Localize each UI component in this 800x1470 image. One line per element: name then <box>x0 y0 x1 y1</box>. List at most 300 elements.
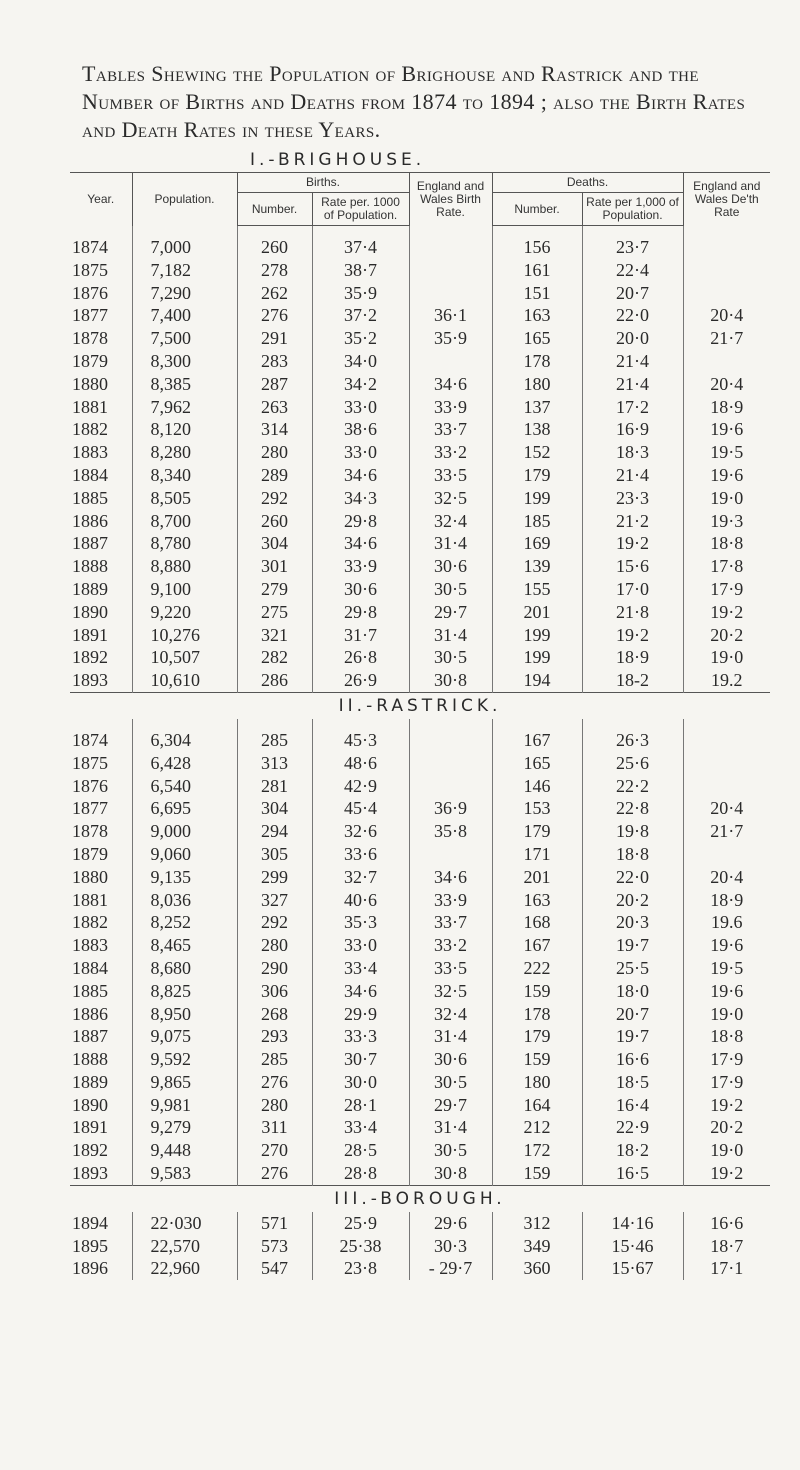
cell-births-number: 292 <box>237 487 312 510</box>
header-deaths-rate: Rate per 1,000 of Population. <box>582 193 683 226</box>
cell-year: 1884 <box>70 464 132 487</box>
table-row <box>70 396 770 419</box>
cell-births-rate: 30·6 <box>312 578 409 601</box>
cell-deaths-number: 165 <box>492 752 582 775</box>
cell-england-birth-rate: 33·5 <box>409 957 492 980</box>
cell-population: 8,680 <box>132 957 237 980</box>
cell-england-birth-rate: 30·6 <box>409 555 492 578</box>
cell-deaths-rate: 22·9 <box>582 1116 683 1139</box>
cell-population: 8,825 <box>132 980 237 1003</box>
cell-year: 1875 <box>70 752 132 775</box>
spacer-row <box>70 719 770 729</box>
cell-population: 7,400 <box>132 304 237 327</box>
cell-population: 8,950 <box>132 1003 237 1026</box>
cell-births-number: 304 <box>237 797 312 820</box>
header-deaths: Deaths. <box>492 173 683 193</box>
cell-population: 8,880 <box>132 555 237 578</box>
cell-births-rate: 33·3 <box>312 1025 409 1048</box>
table-row <box>70 646 770 669</box>
cell-population: 10,276 <box>132 624 237 647</box>
cell-births-rate: 26·8 <box>312 646 409 669</box>
cell-deaths-number: 163 <box>492 304 582 327</box>
header-england-birth-rate: England and Wales Birth Rate. <box>409 173 492 226</box>
table-row <box>70 510 770 533</box>
cell-deaths-number: 146 <box>492 775 582 798</box>
cell-births-number: 306 <box>237 980 312 1003</box>
cell-deaths-number: 153 <box>492 797 582 820</box>
cell-births-rate: 29·9 <box>312 1003 409 1026</box>
table-row <box>70 1003 770 1026</box>
cell-england-death-rate <box>683 259 770 282</box>
cell-births-rate: 34·6 <box>312 464 409 487</box>
cell-births-number: 301 <box>237 555 312 578</box>
table-row <box>70 1025 770 1048</box>
cell-deaths-rate: 15·6 <box>582 555 683 578</box>
cell-population: 6,428 <box>132 752 237 775</box>
cell-england-death-rate: 20·4 <box>710 373 744 394</box>
cell-year: 1895 <box>70 1235 132 1258</box>
cell-births-rate: 30·0 <box>312 1071 409 1094</box>
cell-england-birth-rate: 33·7 <box>409 418 492 441</box>
cell-deaths-rate: 18·2 <box>582 1139 683 1162</box>
cell-england-death-rate: 19·6 <box>710 935 744 956</box>
table-row <box>70 601 770 624</box>
cell-deaths-rate: 25·5 <box>582 957 683 980</box>
cell-births-rate: 31·7 <box>312 624 409 647</box>
cell-england-birth-rate <box>409 752 492 775</box>
cell-deaths-rate: 20·3 <box>582 911 683 934</box>
cell-deaths-rate: 18·3 <box>582 441 683 464</box>
cell-deaths-number: 199 <box>492 646 582 669</box>
table-row <box>70 752 770 775</box>
cell-population: 9,448 <box>132 1139 237 1162</box>
cell-england-birth-rate: 30·6 <box>409 1048 492 1071</box>
cell-population: 7,182 <box>132 259 237 282</box>
cell-england-death-rate <box>683 775 770 798</box>
cell-year: 1886 <box>70 510 132 533</box>
cell-year: 1896 <box>70 1257 132 1280</box>
cell-england-death-rate: 19.6 <box>711 912 743 933</box>
cell-population: 10,507 <box>132 646 237 669</box>
table-row <box>70 1162 770 1185</box>
cell-births-number: 313 <box>237 752 312 775</box>
section-header-row <box>70 1185 770 1212</box>
cell-births-number: 290 <box>237 957 312 980</box>
cell-england-death-rate: 19·0 <box>710 647 744 668</box>
cell-year: 1874 <box>70 729 132 752</box>
header-england-death-rate: England and Wales De'th Rate <box>683 173 770 226</box>
cell-deaths-rate: 18·9 <box>582 646 683 669</box>
cell-births-number: 260 <box>237 510 312 533</box>
table-row <box>70 259 770 282</box>
cell-year: 1879 <box>70 350 132 373</box>
header-deaths-number: Number. <box>492 193 582 226</box>
cell-england-birth-rate: 33·2 <box>409 441 492 464</box>
cell-births-rate: 34·3 <box>312 487 409 510</box>
cell-england-death-rate: 19·6 <box>710 419 744 440</box>
cell-deaths-number: 199 <box>492 624 582 647</box>
cell-year: 1891 <box>70 624 132 647</box>
cell-england-death-rate: 19·0 <box>710 1003 744 1024</box>
cell-births-rate: 34·2 <box>312 373 409 396</box>
cell-england-death-rate: 19·2 <box>710 1094 744 1115</box>
cell-births-number: 275 <box>237 601 312 624</box>
cell-deaths-rate: 21·8 <box>582 601 683 624</box>
cell-births-number: 305 <box>237 843 312 866</box>
cell-england-birth-rate: 33·5 <box>409 464 492 487</box>
cell-deaths-number: 201 <box>492 601 582 624</box>
cell-deaths-rate: 26·3 <box>582 729 683 752</box>
table-row <box>70 934 770 957</box>
cell-england-death-rate: 21·7 <box>710 821 744 842</box>
cell-births-number: 292 <box>237 911 312 934</box>
cell-births-rate: 38·6 <box>312 418 409 441</box>
cell-england-death-rate: 19·2 <box>710 601 744 622</box>
cell-population: 6,304 <box>132 729 237 752</box>
cell-deaths-number: 161 <box>492 259 582 282</box>
cell-year: 1885 <box>70 487 132 510</box>
cell-year: 1893 <box>70 669 132 692</box>
cell-deaths-number: 167 <box>492 729 582 752</box>
cell-births-rate: 29·8 <box>312 601 409 624</box>
table-row <box>70 624 770 647</box>
cell-england-death-rate <box>683 752 770 775</box>
cell-deaths-rate: 22·2 <box>582 775 683 798</box>
cell-year: 1890 <box>70 1094 132 1117</box>
cell-deaths-number: 179 <box>492 820 582 843</box>
cell-deaths-number: 180 <box>492 1071 582 1094</box>
cell-deaths-number: 312 <box>492 1212 582 1235</box>
cell-year: 1880 <box>70 866 132 889</box>
cell-population: 22·030 <box>132 1212 237 1235</box>
cell-deaths-rate: 20·2 <box>582 889 683 912</box>
cell-england-birth-rate: - 29·7 <box>409 1257 492 1280</box>
cell-england-birth-rate: 30·5 <box>409 1071 492 1094</box>
cell-births-number: 278 <box>237 259 312 282</box>
cell-england-death-rate: 17·9 <box>710 1049 744 1070</box>
table-row <box>70 729 770 752</box>
cell-deaths-number: 159 <box>492 1162 582 1185</box>
cell-england-death-rate: 17·9 <box>710 1071 744 1092</box>
cell-year: 1876 <box>70 775 132 798</box>
cell-deaths-number: 222 <box>492 957 582 980</box>
cell-england-birth-rate: 35·8 <box>409 820 492 843</box>
cell-population: 8,300 <box>132 350 237 373</box>
cell-year: 1890 <box>70 601 132 624</box>
cell-births-number: 270 <box>237 1139 312 1162</box>
cell-england-death-rate <box>683 729 770 752</box>
cell-births-number: 268 <box>237 1003 312 1026</box>
cell-england-birth-rate <box>409 259 492 282</box>
cell-births-rate: 25·38 <box>312 1235 409 1258</box>
header-births-number: Number. <box>237 193 312 226</box>
cell-england-death-rate: 18·9 <box>710 889 744 910</box>
cell-births-number: 283 <box>237 350 312 373</box>
cell-year: 1874 <box>70 236 132 259</box>
cell-births-number: 291 <box>237 327 312 350</box>
cell-births-number: 327 <box>237 889 312 912</box>
cell-england-birth-rate: 31·4 <box>409 1116 492 1139</box>
header-births-rate: Rate per. 1000 of Population. <box>312 193 409 226</box>
cell-england-birth-rate: 33·9 <box>409 889 492 912</box>
cell-deaths-rate: 21·4 <box>582 350 683 373</box>
cell-population: 9,592 <box>132 1048 237 1071</box>
cell-year: 1875 <box>70 259 132 282</box>
cell-england-birth-rate: 29·6 <box>409 1212 492 1235</box>
cell-deaths-rate: 21·4 <box>582 464 683 487</box>
cell-births-rate: 28·5 <box>312 1139 409 1162</box>
cell-deaths-number: 199 <box>492 487 582 510</box>
cell-deaths-rate: 17·2 <box>582 396 683 419</box>
table-row <box>70 775 770 798</box>
cell-population: 9,981 <box>132 1094 237 1117</box>
table-row <box>70 1139 770 1162</box>
cell-births-rate: 35·2 <box>312 327 409 350</box>
cell-year: 1880 <box>70 373 132 396</box>
table-row <box>70 1071 770 1094</box>
cell-deaths-rate: 20·7 <box>582 282 683 305</box>
cell-year: 1878 <box>70 820 132 843</box>
cell-deaths-number: 165 <box>492 327 582 350</box>
cell-year: 1882 <box>70 418 132 441</box>
table-row <box>70 304 770 327</box>
cell-deaths-number: 169 <box>492 532 582 555</box>
cell-deaths-number: 167 <box>492 934 582 957</box>
cell-population: 7,962 <box>132 396 237 419</box>
cell-england-death-rate: 19·6 <box>710 464 744 485</box>
cell-england-birth-rate: 30·5 <box>409 1139 492 1162</box>
cell-deaths-rate: 19·7 <box>582 934 683 957</box>
cell-births-rate: 29·8 <box>312 510 409 533</box>
table-row <box>70 820 770 843</box>
cell-deaths-number: 155 <box>492 578 582 601</box>
cell-deaths-number: 159 <box>492 980 582 1003</box>
cell-population: 8,505 <box>132 487 237 510</box>
cell-year: 1891 <box>70 1116 132 1139</box>
cell-births-number: 281 <box>237 775 312 798</box>
cell-england-birth-rate: 31·4 <box>409 1025 492 1048</box>
cell-deaths-rate: 20·0 <box>582 327 683 350</box>
cell-births-rate: 37·4 <box>312 236 409 259</box>
cell-year: 1876 <box>70 282 132 305</box>
cell-england-birth-rate: 29·7 <box>409 1094 492 1117</box>
cell-england-birth-rate: 29·7 <box>409 601 492 624</box>
cell-births-number: 262 <box>237 282 312 305</box>
cell-population: 9,100 <box>132 578 237 601</box>
cell-year: 1888 <box>70 1048 132 1071</box>
cell-births-number: 276 <box>237 304 312 327</box>
cell-deaths-number: 151 <box>492 282 582 305</box>
cell-deaths-rate: 19·8 <box>582 820 683 843</box>
cell-births-rate: 33·4 <box>312 957 409 980</box>
cell-deaths-rate: 25·6 <box>582 752 683 775</box>
cell-deaths-rate: 21·4 <box>582 373 683 396</box>
cell-deaths-rate: 18·0 <box>582 980 683 1003</box>
cell-deaths-number: 156 <box>492 236 582 259</box>
cell-population: 9,220 <box>132 601 237 624</box>
cell-england-birth-rate <box>409 236 492 259</box>
cell-births-rate: 37·2 <box>312 304 409 327</box>
cell-births-rate: 33·4 <box>312 1116 409 1139</box>
header-births: Births. <box>237 173 409 193</box>
spacer-row <box>70 226 770 237</box>
cell-population: 8,340 <box>132 464 237 487</box>
cell-england-birth-rate <box>409 282 492 305</box>
vital-statistics-table <box>70 172 770 1280</box>
cell-births-rate: 33·9 <box>312 555 409 578</box>
cell-deaths-rate: 16·4 <box>582 1094 683 1117</box>
cell-births-rate: 42·9 <box>312 775 409 798</box>
cell-births-rate: 25·9 <box>312 1212 409 1235</box>
cell-england-birth-rate <box>409 350 492 373</box>
cell-england-birth-rate: 31·4 <box>409 532 492 555</box>
cell-population: 9,135 <box>132 866 237 889</box>
cell-births-number: 293 <box>237 1025 312 1048</box>
cell-births-rate: 26·9 <box>312 669 409 692</box>
table-row <box>70 797 770 820</box>
cell-deaths-rate: 17·0 <box>582 578 683 601</box>
table-row <box>70 532 770 555</box>
cell-england-death-rate: 17·8 <box>710 556 744 577</box>
cell-year: 1881 <box>70 889 132 912</box>
cell-deaths-number: 212 <box>492 1116 582 1139</box>
cell-deaths-rate: 16·6 <box>582 1048 683 1071</box>
cell-births-number: 276 <box>237 1162 312 1185</box>
cell-deaths-rate: 19·7 <box>582 1025 683 1048</box>
cell-births-rate: 32·6 <box>312 820 409 843</box>
cell-england-death-rate: 19·0 <box>710 1140 744 1161</box>
cell-births-number: 282 <box>237 646 312 669</box>
cell-deaths-rate: 18-2 <box>582 669 683 692</box>
cell-england-death-rate: 21·7 <box>710 328 744 349</box>
table-row <box>70 327 770 350</box>
cell-england-death-rate: 19·5 <box>710 442 744 463</box>
cell-england-death-rate: 18·8 <box>710 533 744 554</box>
cell-population: 8,120 <box>132 418 237 441</box>
cell-deaths-rate: 23·7 <box>582 236 683 259</box>
cell-deaths-rate: 19·2 <box>582 532 683 555</box>
cell-england-death-rate: 18·9 <box>710 396 744 417</box>
cell-population: 9,583 <box>132 1162 237 1185</box>
cell-population: 9,279 <box>132 1116 237 1139</box>
table-row <box>70 957 770 980</box>
cell-year: 1886 <box>70 1003 132 1026</box>
cell-deaths-number: 163 <box>492 889 582 912</box>
cell-year: 1887 <box>70 532 132 555</box>
table-row <box>70 1116 770 1139</box>
table-row <box>70 418 770 441</box>
cell-population: 9,060 <box>132 843 237 866</box>
cell-england-death-rate: 20·2 <box>710 624 744 645</box>
cell-births-rate: 34·0 <box>312 350 409 373</box>
cell-population: 8,385 <box>132 373 237 396</box>
cell-england-death-rate: 19·5 <box>710 957 744 978</box>
cell-year: 1885 <box>70 980 132 1003</box>
cell-england-birth-rate: 33·2 <box>409 934 492 957</box>
cell-population: 6,695 <box>132 797 237 820</box>
cell-deaths-rate: 22·0 <box>582 304 683 327</box>
cell-births-number: 571 <box>237 1212 312 1235</box>
cell-england-birth-rate: 30·5 <box>409 646 492 669</box>
cell-births-number: 573 <box>237 1235 312 1258</box>
cell-births-rate: 40·6 <box>312 889 409 912</box>
cell-deaths-rate: 23·3 <box>582 487 683 510</box>
cell-births-rate: 28·1 <box>312 1094 409 1117</box>
cell-births-rate: 45·4 <box>312 797 409 820</box>
cell-births-rate: 45·3 <box>312 729 409 752</box>
cell-deaths-number: 139 <box>492 555 582 578</box>
cell-deaths-number: 201 <box>492 866 582 889</box>
cell-births-number: 276 <box>237 1071 312 1094</box>
cell-population: 7,500 <box>132 327 237 350</box>
cell-population: 9,075 <box>132 1025 237 1048</box>
cell-population: 8,252 <box>132 911 237 934</box>
cell-births-rate: 33·0 <box>312 396 409 419</box>
cell-year: 1892 <box>70 1139 132 1162</box>
table-row <box>70 487 770 510</box>
cell-england-death-rate: 20·4 <box>710 798 744 819</box>
cell-year: 1893 <box>70 1162 132 1185</box>
cell-births-rate: 32·7 <box>312 866 409 889</box>
table-row <box>70 980 770 1003</box>
cell-population: 7,000 <box>132 236 237 259</box>
cell-births-rate: 33·0 <box>312 934 409 957</box>
cell-england-death-rate: 16·6 <box>710 1212 744 1233</box>
cell-population: 7,290 <box>132 282 237 305</box>
cell-deaths-number: 172 <box>492 1139 582 1162</box>
table-row <box>70 669 770 692</box>
cell-births-rate: 23·8 <box>312 1257 409 1280</box>
cell-england-death-rate: 18·8 <box>710 1026 744 1047</box>
cell-births-number: 280 <box>237 934 312 957</box>
cell-deaths-number: 138 <box>492 418 582 441</box>
cell-england-death-rate: 19.2 <box>711 670 743 691</box>
cell-england-birth-rate: 30·8 <box>409 669 492 692</box>
cell-births-rate: 38·7 <box>312 259 409 282</box>
cell-year: 1884 <box>70 957 132 980</box>
cell-england-birth-rate: 32·5 <box>409 487 492 510</box>
cell-births-number: 294 <box>237 820 312 843</box>
table-row <box>70 578 770 601</box>
cell-deaths-rate: 21·2 <box>582 510 683 533</box>
cell-population: 9,000 <box>132 820 237 843</box>
page-title: Tables Shewing the Population of Brighouse and Rastrick and the Number of Births and Deaths from 1874 to 1894 ; also the Birth Rates and Death Rates in these Years. <box>82 61 746 142</box>
table-row <box>70 282 770 305</box>
cell-england-birth-rate <box>409 775 492 798</box>
cell-england-death-rate: 17·1 <box>710 1258 744 1279</box>
cell-population: 8,280 <box>132 441 237 464</box>
table-row <box>70 866 770 889</box>
header-year: Year. <box>70 173 132 226</box>
cell-population: 22,570 <box>132 1235 237 1258</box>
cell-england-death-rate <box>683 282 770 305</box>
cell-year: 1894 <box>70 1212 132 1235</box>
cell-england-death-rate <box>683 236 770 259</box>
cell-births-number: 263 <box>237 396 312 419</box>
table-row <box>70 236 770 259</box>
table-row <box>70 555 770 578</box>
table-row <box>70 1235 770 1258</box>
cell-england-birth-rate: 33·9 <box>409 396 492 419</box>
cell-births-rate: 33·6 <box>312 843 409 866</box>
cell-year: 1879 <box>70 843 132 866</box>
cell-england-death-rate: 19·6 <box>710 980 744 1001</box>
section-title: II.-RASTRICK. <box>70 692 770 719</box>
cell-births-number: 547 <box>237 1257 312 1280</box>
cell-england-birth-rate: 30·5 <box>409 578 492 601</box>
cell-deaths-rate: 22·8 <box>582 797 683 820</box>
cell-births-number: 279 <box>237 578 312 601</box>
